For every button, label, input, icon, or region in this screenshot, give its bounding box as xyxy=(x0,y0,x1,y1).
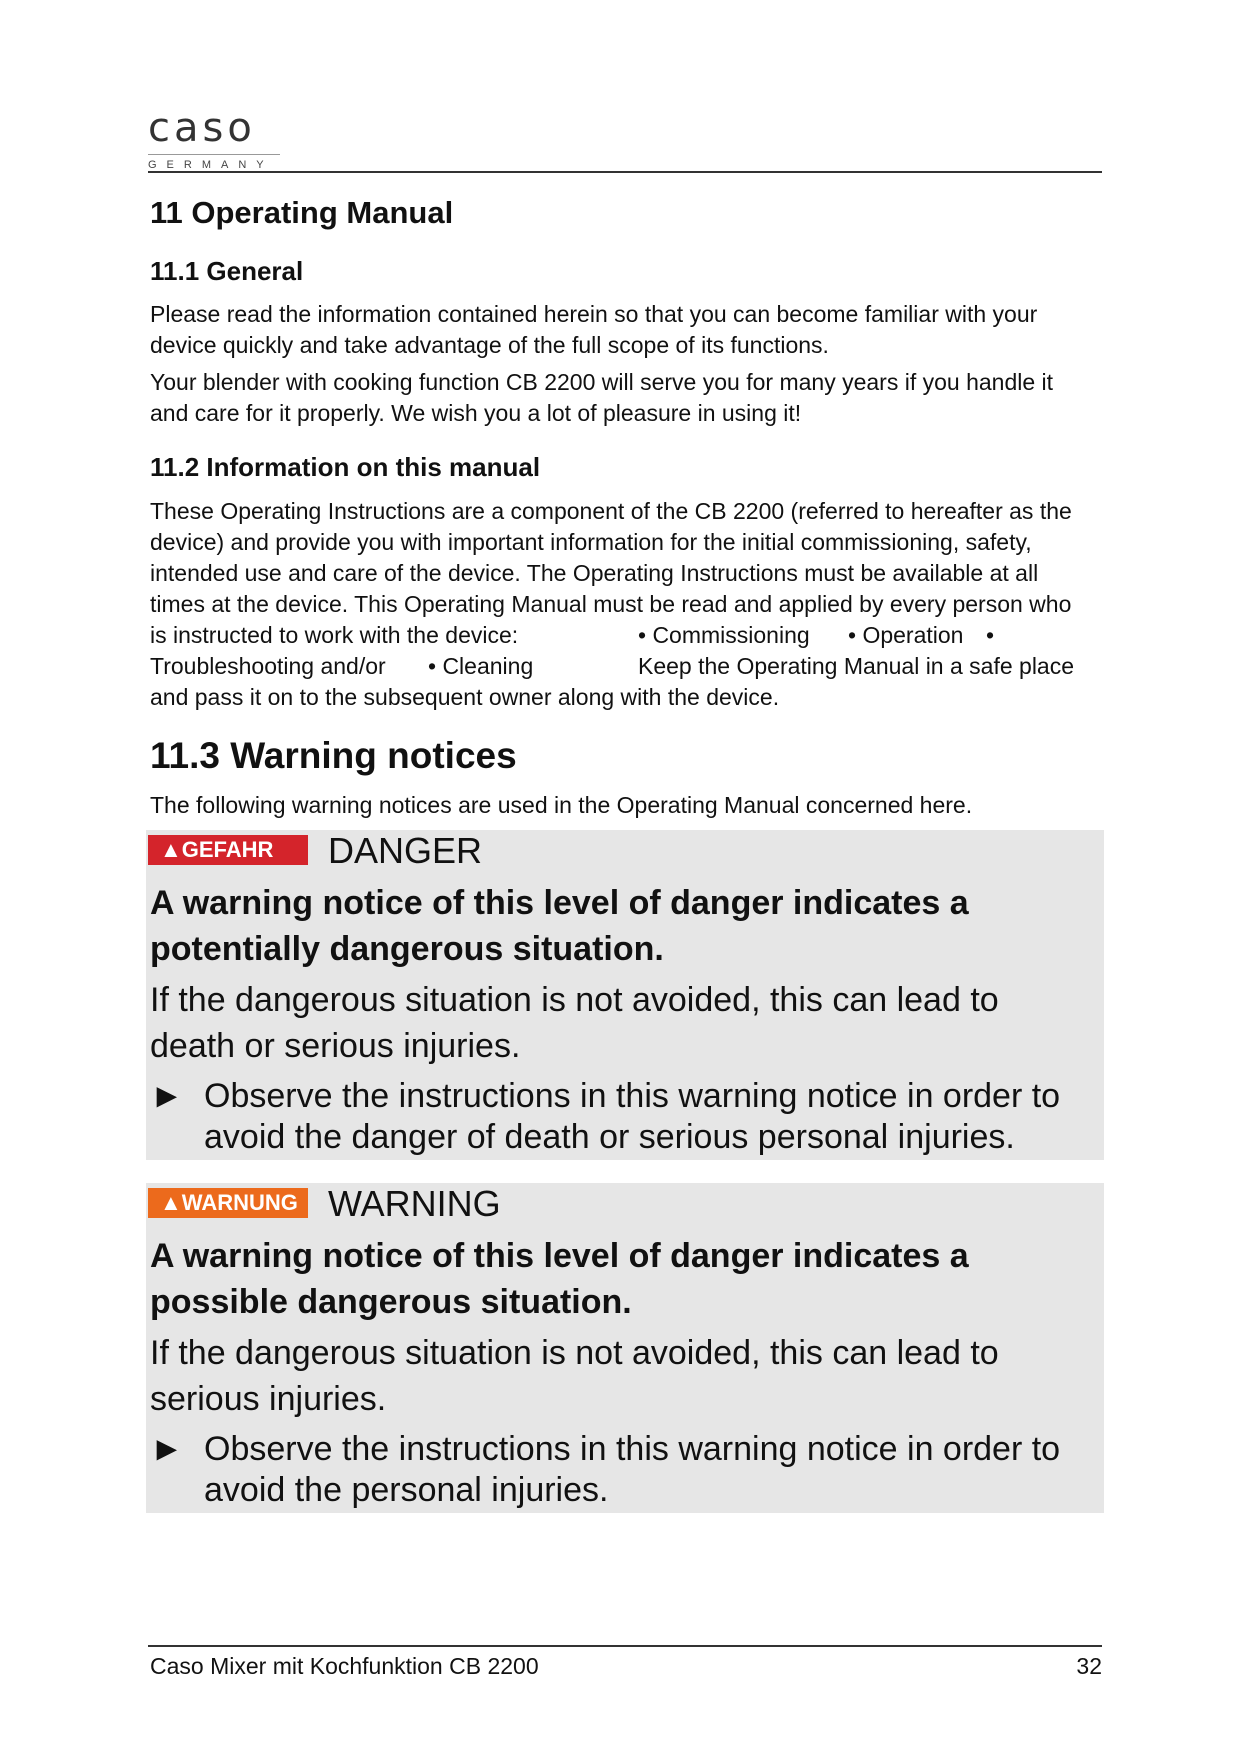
arrow-icon: ► xyxy=(150,1430,184,1468)
footer-product-name: Caso Mixer mit Kochfunktion CB 2200 xyxy=(150,1653,539,1679)
section-title: 11 Operating Manual xyxy=(150,195,454,230)
danger-instruction: ► Observe the instructions in this warning notice in order to avoid the danger of death or serious personal injuries. xyxy=(150,1077,1061,1156)
subsection-general-title: 11.1 General xyxy=(150,256,304,286)
warning-instruction: ► Observe the instructions in this warning notice in order to avoid the personal injuries. xyxy=(150,1430,1061,1509)
info-paragraph: These Operating Instructions are a component of the CB 2200 (referred to hereafter as the device) and provide you with important information for the initial commissioning, safety, intended use and care of the device. The Operating Instructions must be available at all times at the device. This Operating Manual must be read and applied by every person who is instructed to work with the device: • Commissioning • Operation • Troubleshooting and/or • Cleaning Keep the Operating Manual in a safe place and pass it on to the subsequent owner along with the device. xyxy=(150,498,1075,710)
subsection-warning-title: 11.3 Warning notices xyxy=(150,735,517,776)
general-paragraph-2: Your blender with cooking function CB 2200 will serve you for many years if you handle it and care for it properly. We wish you a lot of pleasure in using it! xyxy=(150,369,1054,426)
list-item-operation: • Operation xyxy=(848,622,964,648)
warning-badge: ▲WARNUNG xyxy=(148,1188,308,1218)
arrow-icon: ► xyxy=(150,1077,184,1115)
warning-notice-box xyxy=(146,1183,1104,1513)
footer-divider xyxy=(148,1645,1102,1647)
warning-headline: A warning notice of this level of danger indicates a possible dangerous situation. xyxy=(150,1237,969,1321)
warning-signal-word: WARNING xyxy=(328,1183,501,1224)
warning-intro: The following warning notices are used in the Operating Manual concerned here. xyxy=(150,792,973,818)
logo-subtitle: GERMANY xyxy=(148,154,280,171)
page-number: 32 xyxy=(1076,1653,1102,1679)
header-divider xyxy=(148,171,1102,173)
danger-headline: A warning notice of this level of danger indicates a potentially dangerous situation. xyxy=(150,884,969,968)
list-item-troubleshooting: Troubleshooting and/or xyxy=(150,653,386,679)
list-item-commissioning: • Commissioning xyxy=(638,622,810,648)
danger-badge: ▲GEFAHR xyxy=(148,835,308,865)
list-item-cleaning: • Cleaning xyxy=(428,653,534,679)
danger-signal-word: DANGER xyxy=(328,830,483,871)
danger-consequence: If the dangerous situation is not avoided, this can lead to death or serious injuries. xyxy=(150,981,999,1065)
logo-wordmark: caso xyxy=(148,105,256,151)
list-item-bullet: • xyxy=(986,622,995,648)
warning-consequence: If the dangerous situation is not avoided, this can lead to serious injuries. xyxy=(150,1334,999,1418)
caso-logo xyxy=(148,105,280,171)
general-paragraph-1: Please read the information contained herein so that you can become familiar with your device quickly and take advantage of the full scope of its functions. xyxy=(150,301,1038,358)
subsection-info-title: 11.2 Information on this manual xyxy=(150,452,541,482)
danger-notice-box xyxy=(146,830,1104,1160)
